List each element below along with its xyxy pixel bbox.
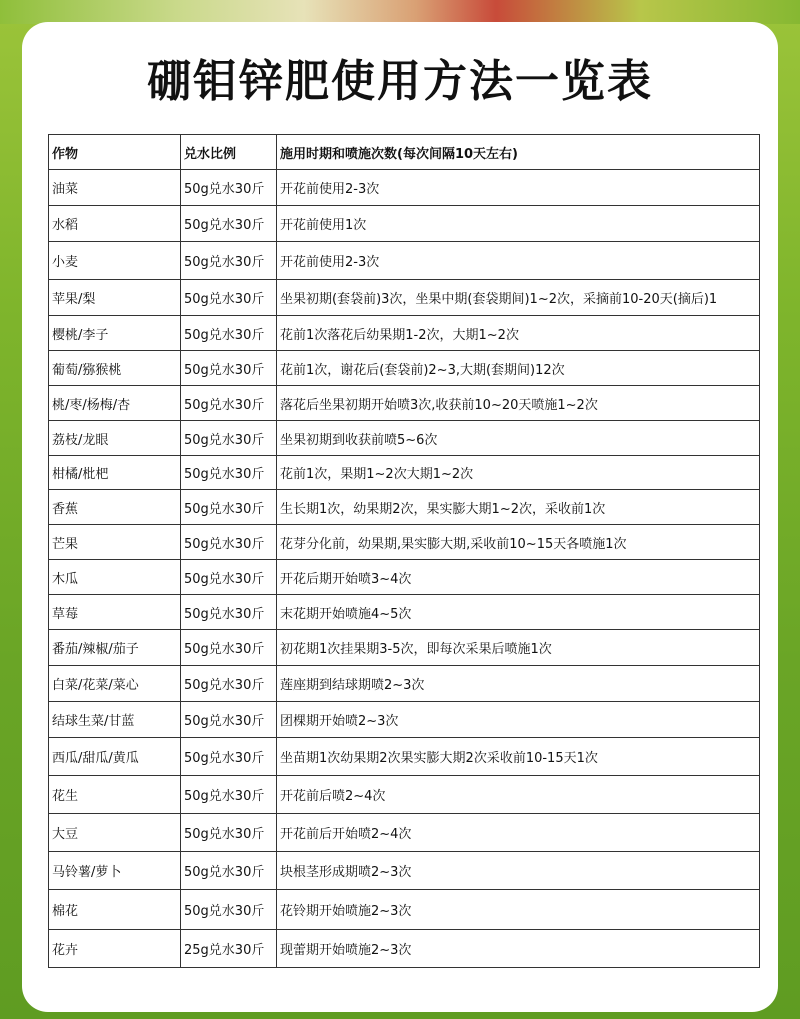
header-timing: 施用时期和喷施次数(每次间隔10天左右) xyxy=(277,135,760,170)
table-row xyxy=(49,595,760,630)
ratio-cell: 50g兑水30斤 xyxy=(181,814,277,852)
timing-cell: 开花前后开始喷2~4次 xyxy=(277,814,760,852)
timing-cell: 坐果初期(套袋前)3次，坐果中期(套袋期间)1~2次，采摘前10-20天(摘后)1 xyxy=(277,280,760,316)
crop-cell: 西瓜/甜瓜/黄瓜 xyxy=(49,738,181,776)
crop-cell: 芒果 xyxy=(49,525,181,560)
crop-cell: 马铃薯/萝卜 xyxy=(49,852,181,890)
crop-cell: 番茄/辣椒/茄子 xyxy=(49,630,181,666)
crop-cell: 油菜 xyxy=(49,170,181,206)
timing-cell: 团棵期开始喷2~3次 xyxy=(277,702,760,738)
timing-cell: 初花期1次挂果期3-5次，即每次采果后喷施1次 xyxy=(277,630,760,666)
crop-cell: 小麦 xyxy=(49,242,181,280)
ratio-cell: 50g兑水30斤 xyxy=(181,852,277,890)
timing-cell: 末花期开始喷施4~5次 xyxy=(277,595,760,630)
ratio-cell: 25g兑水30斤 xyxy=(181,930,277,968)
table-row xyxy=(49,630,760,666)
header-crop: 作物 xyxy=(49,135,181,170)
timing-cell: 花前1次，果期1~2次大期1~2次 xyxy=(277,456,760,490)
table-row xyxy=(49,316,760,351)
crop-cell: 桃/枣/杨梅/杏 xyxy=(49,386,181,421)
table-row xyxy=(49,170,760,206)
timing-cell: 坐苗期1次幼果期2次果实膨大期2次采收前10-15天1次 xyxy=(277,738,760,776)
ratio-cell: 50g兑水30斤 xyxy=(181,630,277,666)
ratio-cell: 50g兑水30斤 xyxy=(181,170,277,206)
ratio-cell: 50g兑水30斤 xyxy=(181,316,277,351)
table-row xyxy=(49,490,760,525)
table-row xyxy=(49,351,760,386)
table-row xyxy=(49,206,760,242)
crop-cell: 柑橘/枇杷 xyxy=(49,456,181,490)
timing-cell: 开花前后喷2~4次 xyxy=(277,776,760,814)
timing-cell: 花芽分化前，幼果期,果实膨大期,采收前10~15天各喷施1次 xyxy=(277,525,760,560)
table-row xyxy=(49,702,760,738)
timing-cell: 花铃期开始喷施2~3次 xyxy=(277,890,760,930)
timing-cell: 落花后坐果初期开始喷3次,收获前10~20天喷施1~2次 xyxy=(277,386,760,421)
crop-cell: 结球生菜/甘蓝 xyxy=(49,702,181,738)
ratio-cell: 50g兑水30斤 xyxy=(181,421,277,456)
timing-cell: 生长期1次，幼果期2次，果实膨大期1~2次，采收前1次 xyxy=(277,490,760,525)
timing-cell: 花前1次落花后幼果期1-2次，大期1~2次 xyxy=(277,316,760,351)
table-row xyxy=(49,890,760,930)
ratio-cell: 50g兑水30斤 xyxy=(181,666,277,702)
crop-cell: 樱桃/李子 xyxy=(49,316,181,351)
table-header-row xyxy=(49,135,760,170)
table-row xyxy=(49,738,760,776)
crop-cell: 木瓜 xyxy=(49,560,181,595)
ratio-cell: 50g兑水30斤 xyxy=(181,206,277,242)
header-ratio: 兑水比例 xyxy=(181,135,277,170)
table-row xyxy=(49,776,760,814)
ratio-cell: 50g兑水30斤 xyxy=(181,242,277,280)
timing-cell: 开花后期开始喷3~4次 xyxy=(277,560,760,595)
table-row xyxy=(49,386,760,421)
timing-cell: 开花前使用2-3次 xyxy=(277,170,760,206)
table-row xyxy=(49,560,760,595)
table-header xyxy=(49,135,760,170)
ratio-cell: 50g兑水30斤 xyxy=(181,738,277,776)
timing-cell: 开花前使用1次 xyxy=(277,206,760,242)
table-body xyxy=(49,170,760,968)
crop-cell: 花卉 xyxy=(49,930,181,968)
crop-cell: 白菜/花菜/菜心 xyxy=(49,666,181,702)
crop-cell: 棉花 xyxy=(49,890,181,930)
table-row xyxy=(49,852,760,890)
timing-cell: 花前1次，谢花后(套袋前)2~3,大期(套期间)12次 xyxy=(277,351,760,386)
crop-cell: 葡萄/猕猴桃 xyxy=(49,351,181,386)
table-row xyxy=(49,666,760,702)
table-row xyxy=(49,814,760,852)
usage-table xyxy=(48,134,760,968)
ratio-cell: 50g兑水30斤 xyxy=(181,351,277,386)
timing-cell: 坐果初期到收获前喷5~6次 xyxy=(277,421,760,456)
crop-cell: 香蕉 xyxy=(49,490,181,525)
ratio-cell: 50g兑水30斤 xyxy=(181,280,277,316)
ratio-cell: 50g兑水30斤 xyxy=(181,560,277,595)
timing-cell: 现蕾期开始喷施2~3次 xyxy=(277,930,760,968)
crop-cell: 荔枝/龙眼 xyxy=(49,421,181,456)
ratio-cell: 50g兑水30斤 xyxy=(181,702,277,738)
ratio-cell: 50g兑水30斤 xyxy=(181,456,277,490)
table-row xyxy=(49,456,760,490)
ratio-cell: 50g兑水30斤 xyxy=(181,525,277,560)
ratio-cell: 50g兑水30斤 xyxy=(181,490,277,525)
crop-cell: 苹果/梨 xyxy=(49,280,181,316)
table-row xyxy=(49,525,760,560)
table-row xyxy=(49,421,760,456)
timing-cell: 开花前使用2-3次 xyxy=(277,242,760,280)
crop-cell: 花生 xyxy=(49,776,181,814)
table-row xyxy=(49,242,760,280)
ratio-cell: 50g兑水30斤 xyxy=(181,595,277,630)
table-row xyxy=(49,930,760,968)
crop-cell: 水稻 xyxy=(49,206,181,242)
ratio-cell: 50g兑水30斤 xyxy=(181,890,277,930)
timing-cell: 块根茎形成期喷2~3次 xyxy=(277,852,760,890)
crop-cell: 草莓 xyxy=(49,595,181,630)
table-row xyxy=(49,280,760,316)
top-decor-band xyxy=(0,0,800,24)
ratio-cell: 50g兑水30斤 xyxy=(181,386,277,421)
page-title: 硼钼锌肥使用方法一览表 xyxy=(147,56,653,107)
timing-cell: 莲座期到结球期喷2~3次 xyxy=(277,666,760,702)
ratio-cell: 50g兑水30斤 xyxy=(181,776,277,814)
crop-cell: 大豆 xyxy=(49,814,181,852)
